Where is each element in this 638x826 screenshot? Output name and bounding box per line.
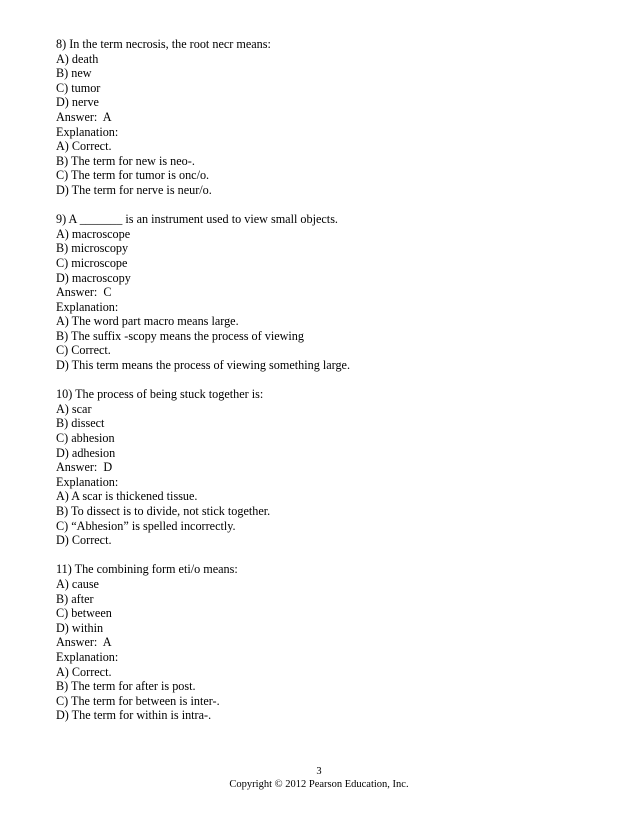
option-d: D) macroscopy	[56, 270, 131, 285]
option-a: A) death	[56, 51, 99, 66]
explanation-a: A) Correct.	[56, 139, 112, 154]
explanation-d: D) The term for within is intra-.	[56, 708, 212, 723]
explanation-d: D) Correct.	[56, 533, 112, 548]
question-10	[56, 387, 596, 548]
question-stem: 9) A _______ is an instrument used to view small objects.	[56, 212, 338, 227]
page-number: 3	[316, 766, 322, 777]
answer: Answer: A	[56, 109, 112, 124]
explanation-c: C) “Abhesion” is spelled incorrectly.	[56, 518, 236, 533]
question-stem: 10) The process of being stuck together is:	[56, 387, 264, 402]
explanation-a: A) Correct.	[56, 664, 112, 679]
explanation-d: D) The term for nerve is neur/o.	[56, 182, 212, 197]
explanation-c: C) The term for between is inter-.	[56, 693, 220, 708]
explanation-label: Explanation:	[56, 474, 119, 489]
question-11	[56, 562, 596, 723]
option-b: B) new	[56, 66, 92, 81]
explanation-b: B) The suffix -scopy means the process of viewing	[56, 328, 304, 343]
explanation-a: A) A scar is thickened tissue.	[56, 489, 198, 504]
option-a: A) cause	[56, 576, 99, 591]
option-c: C) tumor	[56, 80, 101, 95]
explanation-b: B) The term for after is post.	[56, 679, 196, 694]
explanation-a: A) The word part macro means large.	[56, 314, 239, 329]
explanation-d: D) This term means the process of viewing something large.	[56, 358, 351, 373]
answer: Answer: A	[56, 635, 112, 650]
option-b: B) after	[56, 591, 94, 606]
explanation-label: Explanation:	[56, 649, 119, 664]
question-stem: 8) In the term necrosis, the root necr means:	[56, 37, 271, 51]
option-c: C) abhesion	[56, 431, 115, 446]
option-d: D) adhesion	[56, 445, 116, 460]
copyright-notice: Copyright © 2012 Pearson Education, Inc.	[229, 779, 409, 790]
explanation-b: B) To dissect is to divide, not stick together.	[56, 504, 271, 518]
question-list	[56, 37, 596, 738]
explanation-c: C) Correct.	[56, 343, 111, 358]
explanation-c: C) The term for tumor is onc/o.	[56, 168, 210, 183]
explanation-label: Explanation:	[56, 299, 119, 314]
option-c: C) microscope	[56, 255, 128, 270]
option-c: C) between	[56, 606, 112, 621]
answer: Answer: C	[56, 285, 112, 300]
option-d: D) nerve	[56, 95, 99, 110]
answer: Answer: D	[56, 460, 113, 475]
explanation-b: B) The term for new is neo-.	[56, 153, 195, 168]
question-stem: 11) The combining form eti/o means:	[56, 562, 238, 577]
option-a: A) macroscope	[56, 226, 131, 241]
option-a: A) scar	[56, 401, 92, 416]
explanation-label: Explanation:	[56, 124, 119, 139]
option-b: B) dissect	[56, 416, 105, 431]
option-b: B) microscopy	[56, 241, 129, 256]
option-d: D) within	[56, 620, 104, 635]
question-9	[56, 212, 596, 373]
question-8	[56, 37, 596, 198]
